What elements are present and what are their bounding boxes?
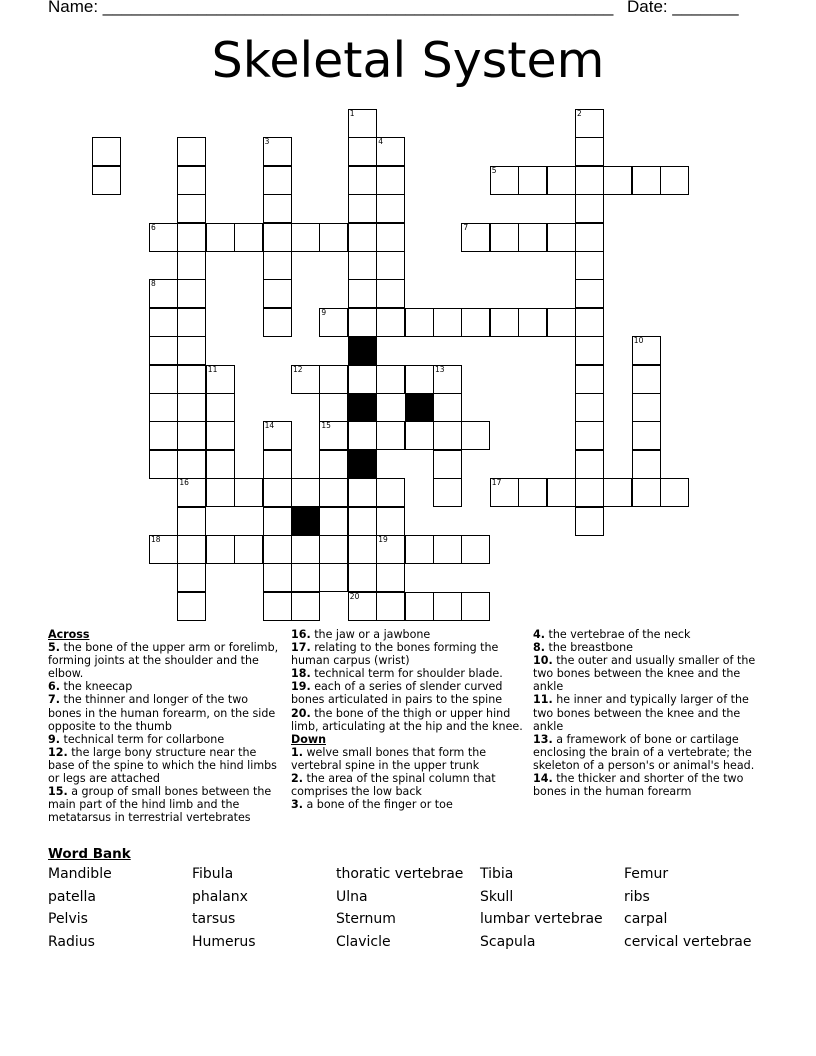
grid-cell[interactable] — [177, 194, 206, 223]
clue-number-label: 15. — [48, 785, 68, 799]
clue-text: welve small bones that form the vertebral spine in the upper trunk — [291, 745, 487, 772]
grid-cell[interactable] — [632, 478, 661, 507]
grid-cell[interactable] — [603, 166, 632, 195]
grid-cell[interactable] — [547, 223, 576, 252]
grid-cell[interactable] — [575, 365, 604, 394]
grid-cell[interactable] — [319, 393, 348, 422]
grid-cell[interactable] — [632, 421, 661, 450]
grid-cell[interactable] — [206, 450, 235, 479]
clue-number: 2 — [577, 109, 582, 118]
clue-item — [533, 772, 765, 798]
clue-item — [48, 733, 280, 746]
clue-text: the thinner and longer of the two bones in the human forearm, on the side opposite to the thumb — [48, 693, 276, 733]
grid-cell[interactable] — [263, 251, 292, 280]
grid-cell[interactable] — [405, 365, 434, 394]
grid-cell[interactable] — [461, 592, 490, 621]
date-field-label: Date: _______ — [627, 0, 739, 16]
grid-cell[interactable] — [149, 535, 178, 564]
clue-number-label: 7. — [48, 693, 60, 707]
clue-text: a bone of the finger or toe — [306, 798, 453, 812]
grid-cell[interactable] — [461, 223, 490, 252]
grid-cell[interactable] — [177, 592, 206, 621]
grid-cell[interactable] — [177, 563, 206, 592]
grid-cell[interactable] — [433, 421, 462, 450]
clue-number: 9 — [321, 307, 327, 317]
grid-cell[interactable] — [405, 535, 434, 564]
word-bank-item: Tibia — [480, 866, 514, 882]
grid-cell[interactable] — [575, 308, 604, 337]
clue-item — [291, 667, 523, 680]
clue-number-label: 18. — [291, 667, 311, 681]
page-title: Skeletal System — [211, 32, 605, 89]
clue-text: technical term for collarbone — [63, 732, 225, 746]
grid-cell[interactable] — [376, 478, 405, 507]
word-bank-item: phalanx — [192, 888, 248, 905]
word-bank-item: Mandible — [48, 866, 112, 882]
grid-cell[interactable] — [206, 365, 235, 394]
grid-cell[interactable] — [461, 535, 490, 564]
clue-text: the kneecap — [63, 680, 133, 694]
clue-number-label: 12. — [48, 745, 68, 759]
clue-text: the large bony structure near the base of the spine to which the hind limbs or legs are attached — [48, 745, 277, 786]
clue-text: the outer and usually smaller of the two bones between the knee and the ankle — [533, 654, 756, 694]
grid-cell[interactable] — [490, 166, 519, 195]
grid-block — [405, 393, 434, 422]
clue-item — [48, 641, 280, 680]
grid-cell[interactable] — [575, 194, 604, 223]
clue-item — [291, 680, 523, 706]
clue-item — [48, 785, 280, 824]
grid-cell[interactable] — [603, 478, 632, 507]
grid-cell[interactable] — [291, 563, 320, 592]
grid-cell[interactable] — [234, 535, 263, 564]
grid-cell[interactable] — [405, 308, 434, 337]
grid-cell[interactable] — [263, 563, 292, 592]
grid-cell[interactable] — [263, 478, 292, 507]
grid-cell[interactable] — [376, 421, 405, 450]
clue-number-label: 14. — [533, 772, 553, 786]
word-bank-item: ribs — [624, 888, 650, 905]
clue-number-label: 19. — [291, 680, 311, 694]
grid-cell[interactable] — [149, 279, 178, 308]
clues-column-1 — [48, 628, 280, 824]
grid-cell[interactable] — [291, 223, 320, 252]
grid-cell[interactable] — [263, 308, 292, 337]
grid-cell[interactable] — [206, 535, 235, 564]
clue-text: a framework of bone or cartilage enclosing the brain of a vertebrate; the skeleton of a person's or animal's head. — [533, 732, 755, 772]
grid-cell[interactable] — [177, 393, 206, 422]
clue-item — [291, 707, 523, 733]
clue-text: the bone of the upper arm or forelimb, forming joints at the shoulder and the elbow. — [48, 641, 279, 681]
grid-cell[interactable] — [575, 507, 604, 536]
grid-cell[interactable] — [92, 166, 121, 195]
grid-cell[interactable] — [319, 478, 348, 507]
grid-cell[interactable] — [319, 507, 348, 536]
grid-cell[interactable] — [348, 251, 377, 280]
clue-text: the area of the spinal column that comprises the low back — [291, 772, 496, 799]
grid-cell[interactable] — [348, 507, 377, 536]
grid-cell[interactable] — [348, 279, 377, 308]
grid-cell[interactable] — [348, 166, 377, 195]
word-bank-item: Scapula — [480, 934, 536, 951]
grid-cell[interactable] — [433, 450, 462, 479]
grid-cell[interactable] — [177, 166, 206, 195]
grid-cell[interactable] — [376, 251, 405, 280]
clue-text: technical term for shoulder blade. — [314, 667, 503, 681]
clue-number: 4 — [378, 137, 383, 147]
grid-cell[interactable] — [490, 478, 519, 507]
grid-cell[interactable] — [206, 393, 235, 422]
grid-cell[interactable] — [319, 563, 348, 592]
clue-section-heading: Down — [291, 732, 326, 746]
grid-cell[interactable] — [632, 365, 661, 394]
grid-cell[interactable] — [92, 137, 121, 166]
grid-cell[interactable] — [433, 308, 462, 337]
grid-cell[interactable] — [263, 166, 292, 195]
grid-cell[interactable] — [405, 421, 434, 450]
clue-number: 16 — [179, 478, 189, 488]
grid-cell[interactable] — [234, 223, 263, 252]
clue-number: 18 — [151, 535, 161, 544]
grid-cell[interactable] — [348, 563, 377, 592]
clue-item — [48, 746, 280, 785]
grid-cell[interactable] — [433, 393, 462, 422]
clue-number-label: 11. — [533, 693, 553, 707]
grid-cell[interactable] — [348, 592, 377, 621]
grid-cell[interactable] — [518, 223, 547, 252]
grid-cell[interactable] — [376, 223, 405, 252]
clue-item — [533, 733, 765, 772]
clue-number-label: 1. — [291, 745, 303, 759]
grid-cell[interactable] — [632, 450, 661, 479]
grid-cell[interactable] — [319, 535, 348, 564]
grid-cell[interactable] — [490, 308, 519, 337]
clue-number: 11 — [207, 364, 218, 374]
grid-cell[interactable] — [348, 535, 377, 564]
grid-cell[interactable] — [376, 365, 405, 394]
clue-number-label: 6. — [48, 680, 60, 694]
grid-cell[interactable] — [660, 478, 689, 507]
grid-cell[interactable] — [206, 478, 235, 507]
word-bank-item: Femur — [624, 866, 669, 882]
grid-cell[interactable] — [376, 592, 405, 621]
word-bank-item: Radius — [48, 934, 95, 951]
clue-item — [533, 693, 765, 732]
grid-cell[interactable] — [263, 421, 292, 450]
clue-item — [533, 654, 765, 693]
clue-item — [291, 772, 523, 798]
grid-cell[interactable] — [177, 279, 206, 308]
grid-cell[interactable] — [177, 421, 206, 450]
grid-cell[interactable] — [177, 535, 206, 564]
clue-text: the jaw or a jawbone — [314, 628, 431, 641]
grid-cell[interactable] — [319, 308, 348, 337]
grid-cell[interactable] — [263, 592, 292, 621]
grid-cell[interactable] — [376, 563, 405, 592]
grid-cell[interactable] — [149, 365, 178, 394]
word-bank-item: Humerus — [192, 934, 256, 951]
grid-cell[interactable] — [206, 223, 235, 252]
grid-cell[interactable] — [632, 336, 661, 365]
grid-cell[interactable] — [632, 393, 661, 422]
grid-cell[interactable] — [575, 478, 604, 507]
grid-cell[interactable] — [263, 223, 292, 252]
grid-cell[interactable] — [348, 194, 377, 223]
clue-item — [291, 798, 523, 811]
grid-cell[interactable] — [348, 109, 377, 138]
clue-number: 14 — [264, 421, 275, 431]
grid-cell[interactable] — [291, 592, 320, 621]
grid-cell[interactable] — [575, 251, 604, 280]
word-bank-item: Clavicle — [336, 934, 391, 951]
grid-cell[interactable] — [149, 421, 178, 450]
word-bank-item: Pelvis — [48, 911, 88, 928]
clue-number-label: 3. — [291, 798, 303, 812]
grid-cell[interactable] — [575, 166, 604, 195]
grid-cell[interactable] — [263, 450, 292, 479]
grid-cell[interactable] — [518, 308, 547, 337]
grid-cell[interactable] — [177, 223, 206, 252]
grid-cell[interactable] — [206, 421, 235, 450]
grid-cell[interactable] — [177, 507, 206, 536]
clue-text: the vertebrae of the neck — [548, 628, 691, 641]
grid-cell[interactable] — [319, 450, 348, 479]
grid-cell[interactable] — [291, 478, 320, 507]
clue-number-label: 9. — [48, 732, 60, 746]
clue-item — [291, 628, 523, 641]
grid-cell[interactable] — [518, 166, 547, 195]
clue-text: each of a series of slender curved bones articulated in pairs to the spine — [291, 680, 503, 707]
clue-number: 12 — [293, 364, 303, 374]
grid-cell[interactable] — [433, 535, 462, 564]
grid-cell[interactable] — [319, 421, 348, 450]
grid-cell[interactable] — [575, 109, 604, 138]
grid-cell[interactable] — [348, 223, 377, 252]
grid-cell[interactable] — [547, 166, 576, 195]
grid-cell[interactable] — [575, 137, 604, 166]
clue-number: 19 — [378, 535, 388, 544]
grid-cell[interactable] — [177, 251, 206, 280]
grid-cell[interactable] — [149, 336, 178, 365]
clue-number: 10 — [633, 336, 644, 346]
clue-number-label: 10. — [533, 654, 553, 668]
clue-text: the breastbone — [548, 641, 633, 655]
clue-text: relating to the bones forming the human carpus (wrist) — [291, 641, 499, 668]
grid-cell[interactable] — [433, 592, 462, 621]
word-bank-title: Word Bank — [48, 846, 131, 862]
grid-cell[interactable] — [660, 166, 689, 195]
grid-cell[interactable] — [291, 365, 320, 394]
grid-cell[interactable] — [376, 279, 405, 308]
grid-cell[interactable] — [461, 308, 490, 337]
grid-block — [291, 507, 320, 536]
clue-number: 6 — [151, 222, 156, 232]
word-bank-item: Fibula — [192, 866, 234, 882]
clue-number: 7 — [463, 222, 469, 232]
grid-cell[interactable] — [575, 279, 604, 308]
clue-number-label: 5. — [48, 641, 60, 655]
grid-cell[interactable] — [348, 478, 377, 507]
clue-number-label: 16. — [291, 628, 311, 641]
grid-cell[interactable] — [177, 478, 206, 507]
word-bank-item: lumbar vertebrae — [480, 911, 603, 928]
grid-cell[interactable] — [376, 535, 405, 564]
clue-item — [291, 746, 523, 772]
clue-text: the thicker and shorter of the two bones in the human forearm — [533, 772, 744, 799]
clue-item — [533, 641, 765, 654]
grid-cell[interactable] — [177, 450, 206, 479]
clues-column-3 — [533, 628, 765, 798]
clues-column-2 — [291, 628, 523, 811]
grid-cell[interactable] — [149, 450, 178, 479]
grid-cell[interactable] — [433, 365, 462, 394]
grid-cell[interactable] — [575, 421, 604, 450]
grid-cell[interactable] — [319, 223, 348, 252]
clue-number-label: 20. — [291, 706, 311, 720]
grid-cell[interactable] — [490, 223, 519, 252]
clue-number: 3 — [264, 137, 270, 147]
grid-cell[interactable] — [348, 365, 377, 394]
grid-cell[interactable] — [575, 336, 604, 365]
clue-number: 15 — [321, 421, 331, 431]
grid-cell[interactable] — [149, 393, 178, 422]
clue-section-heading: Across — [48, 628, 90, 641]
clue-number-label: 13. — [533, 732, 553, 746]
grid-cell[interactable] — [376, 194, 405, 223]
clue-item — [533, 628, 765, 641]
grid-cell[interactable] — [149, 308, 178, 337]
grid-cell[interactable] — [263, 194, 292, 223]
clue-number: 1 — [349, 109, 355, 118]
clue-number-label: 8. — [533, 641, 545, 655]
grid-cell[interactable] — [177, 137, 206, 166]
clue-number: 8 — [151, 279, 156, 289]
clue-item — [48, 693, 280, 732]
word-bank-item: Ulna — [336, 888, 368, 905]
clue-number: 13 — [435, 364, 445, 374]
grid-cell[interactable] — [263, 279, 292, 308]
grid-cell[interactable] — [575, 450, 604, 479]
grid-cell[interactable] — [461, 421, 490, 450]
grid-cell[interactable] — [547, 308, 576, 337]
clue-item — [48, 680, 280, 693]
clue-number: 17 — [491, 478, 502, 488]
grid-cell[interactable] — [376, 507, 405, 536]
word-bank-item: thoratic vertebrae — [336, 866, 464, 882]
clue-number-label: 17. — [291, 641, 311, 655]
grid-cell[interactable] — [177, 365, 206, 394]
grid-block — [348, 450, 377, 479]
grid-cell[interactable] — [263, 507, 292, 536]
grid-cell[interactable] — [518, 478, 547, 507]
grid-cell[interactable] — [348, 137, 377, 166]
clue-item — [291, 641, 523, 667]
grid-block — [348, 393, 377, 422]
word-bank-item: Skull — [480, 888, 514, 905]
grid-cell[interactable] — [632, 166, 661, 195]
clue-text: he inner and typically larger of the two bones between the knee and the ankle — [533, 693, 749, 733]
grid-cell[interactable] — [376, 166, 405, 195]
grid-cell[interactable] — [376, 137, 405, 166]
grid-cell[interactable] — [149, 223, 178, 252]
grid-cell[interactable] — [575, 223, 604, 252]
clue-number: 5 — [491, 165, 497, 175]
grid-cell[interactable] — [547, 478, 576, 507]
grid-cell[interactable] — [291, 535, 320, 564]
word-bank-item: tarsus — [192, 911, 236, 928]
grid-cell[interactable] — [348, 308, 377, 337]
clue-number-label: 4. — [533, 628, 545, 641]
grid-cell[interactable] — [177, 336, 206, 365]
grid-cell[interactable] — [263, 137, 292, 166]
grid-cell[interactable] — [348, 421, 377, 450]
grid-cell[interactable] — [433, 478, 462, 507]
clue-text: a group of small bones between the main part of the hind limb and the metatarsus in terrestrial vertebrates — [48, 785, 272, 825]
word-bank-item: cervical vertebrae — [624, 934, 752, 951]
clue-text: the bone of the thigh or upper hind limb, articulating at the hip and the knee. — [291, 706, 523, 733]
grid-cell[interactable] — [376, 308, 405, 337]
word-bank-item: patella — [48, 888, 96, 905]
name-field-label: Name: ______________________________________________________ — [48, 0, 614, 16]
grid-cell[interactable] — [405, 592, 434, 621]
grid-block — [348, 336, 377, 365]
clue-number: 20 — [349, 591, 360, 601]
grid-cell[interactable] — [319, 365, 348, 394]
word-bank-item: carpal — [624, 911, 668, 928]
grid-cell[interactable] — [234, 478, 263, 507]
grid-cell[interactable] — [263, 535, 292, 564]
grid-cell[interactable] — [575, 393, 604, 422]
grid-cell[interactable] — [177, 308, 206, 337]
word-bank-item: Sternum — [336, 911, 396, 928]
clue-number-label: 2. — [291, 772, 303, 786]
